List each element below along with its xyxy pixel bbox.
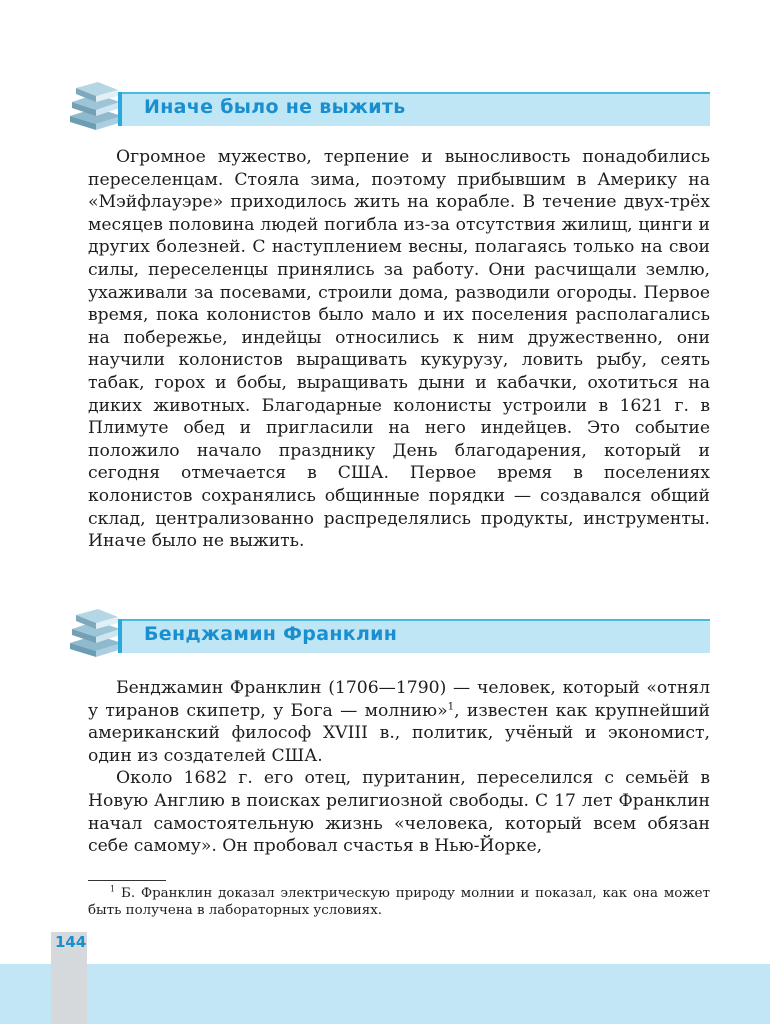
footnote-ref: 1 bbox=[447, 699, 455, 712]
section-1-body bbox=[88, 146, 710, 553]
section-title: Бенджамин Франклин bbox=[144, 623, 398, 645]
books-icon bbox=[66, 605, 126, 659]
footer-band bbox=[0, 964, 770, 1024]
section-2-body bbox=[88, 677, 710, 858]
books-icon bbox=[66, 78, 126, 132]
footnote-text: Б. Франклин доказал электрическую природу молнии и показал, как она может быть получена в лабораторных условиях. bbox=[88, 886, 710, 918]
paragraph bbox=[88, 677, 710, 767]
paragraph-text: Бенджамин Франклин (1706—1790) — человек, который «отнял у тиранов скипетр, у Бога — молнию» bbox=[88, 678, 710, 721]
header-accent bbox=[118, 92, 122, 126]
paragraph: Огромное мужество, терпение и выносливость понадобились переселенцам. Стояла зима, поэтому прибывшим в Америку на «Мэйфлауэре» приходилось жить на корабле. В течение двух-трёх месяцев половина людей погибла из-за отсутствия жилищ, цинги и других болезней. С наступлением весны, полагаясь только на свои силы, переселенцы принялись за работу. Они расчищали землю, ухаживали за посевами, строили дома, разводили огороды. Первое время, пока колонистов было мало и их поселения располагались на побережье, индейцы относились к ним дружественно, они научили колонистов выращивать кукурузу, ловить рыбу, сеять табак, горох и бобы, выращивать дыни и кабачки, охотиться на диких животных. Благодарные колонисты устроили в 1621 г. в Плимуте обед и пригласили на него индейцев. Это событие положило начало празднику День благодарения, который и сегодня отмечается в США. Первое время в поселениях колонистов сохранялись общинные порядки — создавался общий склад, централизованно распределялись продукты, инструменты. Иначе было не выжить. bbox=[88, 147, 710, 552]
section-header-1 bbox=[66, 78, 710, 132]
footnote bbox=[88, 885, 710, 919]
section-title: Иначе было не выжить bbox=[144, 96, 406, 118]
section-header-2 bbox=[66, 605, 710, 659]
paragraph-text: , известен как крупнейший американский философ XVIII в., политик, учёный и экономист, один из создателей США. bbox=[88, 700, 710, 766]
footnote-mark: 1 bbox=[110, 884, 116, 894]
footnote-divider bbox=[88, 880, 166, 881]
page-number: 144 bbox=[55, 933, 87, 951]
header-accent bbox=[118, 619, 122, 653]
paragraph: Около 1682 г. его отец, пуританин, переселился с семьёй в Новую Англию в поисках религиозной свободы. С 17 лет Франклин начал самостоятельную жизнь «человека, который всем обязан себе самому». Он пробовал счастья в Нью-Йорке, bbox=[88, 768, 710, 857]
